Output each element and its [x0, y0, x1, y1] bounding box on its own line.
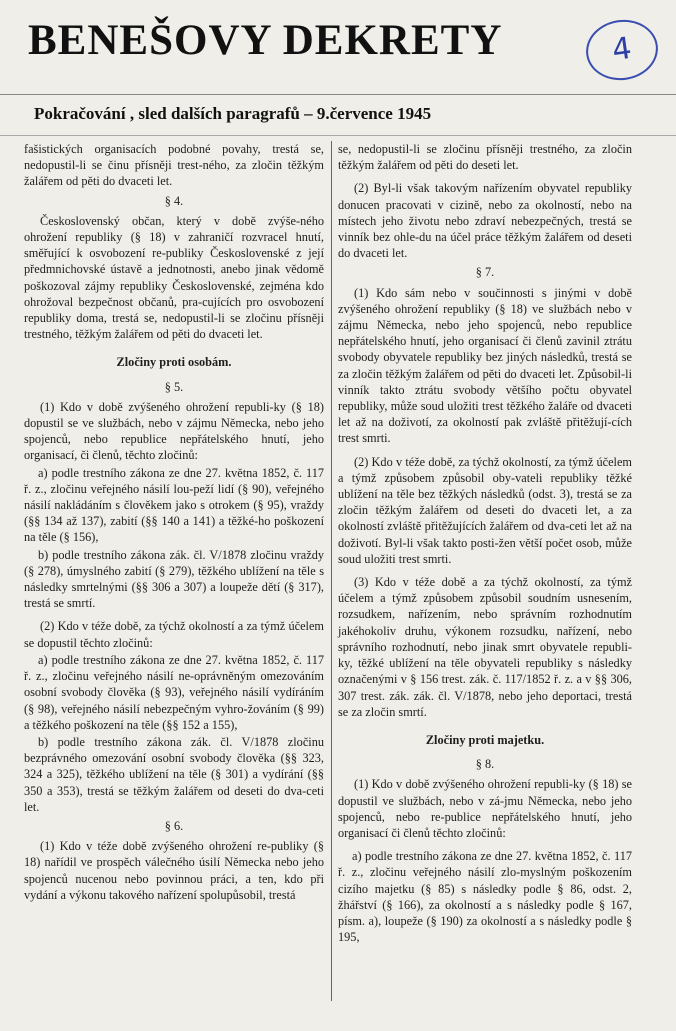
paragraph: (1) Kdo v téže době zvýšeného ohrožení re-publiky (§ 18) nařídil ve prospěch válečného úsilí Německa nebo jeho spojenců nucenou nebo povinnou práci, a ten, kdo při vydání a výkonu takového nařízení spolupůsobil, trestá	[24, 839, 324, 902]
paragraph: se, nedopustil-li se zločinu přísněji trestného, za zločin těžkým žalářem od pěti do deseti let.	[338, 142, 632, 173]
paragraph: a) podle trestního zákona ze dne 27. května 1852, č. 117 ř. z., zločinu veřejného násilí ne-oprávněným omezováním osobní svobody člověka (§ 93), veřejného násilí vydíráním (§ 98), veřejného násilí nebezpečným vyhro-žováním (§ 99) a těžkého poškození na těle (§§ 152 a 155),	[24, 652, 324, 732]
section-mark: § 6.	[164, 818, 184, 833]
paragraph: b) podle trestního zákona zák. čl. V/1878 zločinu vraždy (§ 278), úmyslného zabití (§ 279), těžkého ublížení na těle s následky smrtelnými (§§ 306 a 307) a loupeže dětí (§ 317), trestá se smrtí.	[24, 547, 324, 611]
paragraph: (2) Byl-li však takovým nařízením obyvatel republiky donucen pracovati v cizině, nebo za okolností, nebo na místech jeho životu nebo zdraví nebezpečných, trestá se vinník bez ohle-du na účel práce těžkým žalářem od deseti do dvaceti let.	[338, 181, 632, 261]
section-mark: § 8.	[475, 757, 495, 772]
paragraph: b) podle trestního zákona zák. čl. V/1878 zločinu bezprávného omezování osobní svobody člověka (§§ 323, 324 a 325), těžkého ublížení na těle (§ 301) a vydírání (§§ 350 a 353), trestá se těžkým žalářem od deseti do dva-ceti let.	[24, 734, 324, 814]
right-column	[338, 141, 632, 946]
section-heading: Zločiny proti osobám.	[116, 355, 232, 370]
paragraph: a) podle trestního zákona ze dne 27. května 1852, č. 117 ř. z., zločinu veřejného násilí zlo-myslným poškozením cizího majetku (§ 85) s následky podle § 86, odst. 2, žhářství (§ 166), za okolností a s následky podle § 167, písm. a), loupeže (§ 190) za okolností a s následky podle § 195,	[338, 849, 632, 945]
paragraph: Československý občan, který v době zvýše-ného ohrožení republiky (§ 18) v zahraničí rozvracel hnutí, směřující k osvobození re-publiky Československé z její předmnichovské ústavě a jednotnosti, anebo jinak vědomě poškozoval zájmy republiky Československé, zejména kdo ohrožoval bezpečnost občanů, pra-cujících pro osvobození republiky doma, trestá se, nedopustil-li se zločinu přísněji trestného, těžkým žalářem od pěti do dvaceti let.	[24, 213, 324, 342]
left-column	[24, 141, 324, 904]
paragraph: (1) Kdo v době zvýšeného ohrožení republi-ky (§ 18) dopustil se ve službách, nebo v zájmu Německa, nebo jeho spojenců, nebo republice nepřátelského hnutí, jeho organisací, či členů, těchto zločinů:	[24, 399, 324, 463]
paragraph: fašistických organisacích podobné povahy, trestá se, nedopustil-li se činu přísněji trest-ného, za zločin těžkým žalářem od pěti do dvaceti let.	[24, 142, 324, 189]
subtitle-rule	[0, 135, 676, 136]
section-heading: Zločiny proti majetku.	[425, 732, 545, 747]
title-rule	[0, 94, 676, 95]
paragraph: a) podle trestního zákona ze dne 27. května 1852, č. 117 ř. z., zločinu veřejného násilí lou-peží lidí (§ 90), veřejného násilí nakládáním s člověkem jako s otrokem (§ 95), vraždy (§§ 134 až 137), zabití (§§ 140 a 141) a těžké-ho poškození na těle (§ 156),	[24, 465, 324, 545]
section-mark: § 5.	[164, 379, 184, 394]
paragraph: (1) Kdo v době zvýšeného ohrožení republi-ky (§ 18) se dopustil ve službách, nebo v zá-jmu Německa, nebo jeho spojenců, nebo re-publice nepřátelského hnutí, jeho organisací či členů těchto zločinů:	[338, 777, 632, 840]
column-divider	[331, 141, 332, 1001]
document-subtitle: Pokračování , sled dalších paragrafů – 9.července 1945	[34, 104, 432, 123]
handwritten-page-number: 4	[582, 15, 662, 84]
paragraph: (3) Kdo v téže době a za týchž okolností, za týmž účelem a týmž způsobem způsobil soudním usnesením, rozsudkem, nařízením, nebo správním rozhodnutím jakéhokoliv druhu, výkonem rozsudku, nařízení, nebo správního rozhodnutí, nebo jinak smrt obyvatele republi-ky, těžké ublížení na těle obyvateli republiky s následky označenými v § 156 trest. zák. č. 117/1852 ř. z. a v §§ 306, 307 trest. zák. zák. čl. V/1878, nebo jeho deportaci, trestá se za zločin smrtí.	[338, 575, 632, 719]
paragraph: (2) Kdo v téže době, za týchž okolností, za týmž účelem a týmž způsobem způsobil oby-vateli republiky těžké ublížení na těle bez těžkých následků (odst. 3), trestá se za zločin těžkým žalářem od deseti do dvaceti let, a za okolností zvláště přitěžujících žalářem od dva-ceti let až na doživotí. Byl-li však takto posti-žen větší počet osob, může soud uložiti trest smrti.	[338, 454, 632, 566]
paragraph: (2) Kdo v téže době, za týchž okolností a za týmž účelem se dopustil těchto zločinů:	[24, 619, 324, 650]
paragraph: (1) Kdo sám nebo v součinnosti s jinými v době zvýšeného ohrožení republiky (§ 18) ve službách nebo v zájmu Německa, nebo jeho spojenců, nebo republice nepřátelského hnutí, jeho organisací či členů zavinil ztrátu svobody obyvatele republiky bez jiných následků, trestá se za zločin těžkým žalářem od pěti do dvaceti let. Způsobil-li vinník takto ztrátu svobody většího počtu obyvatel republiky, může soud uložiti trest těžkého žaláře od dvaceti let až na doživotí, za okolností pak zvláště přitěžují-cích trest smrti.	[338, 285, 632, 446]
section-mark: § 7.	[475, 265, 495, 280]
section-mark: § 4.	[164, 193, 184, 208]
document-title: BENEŠOVY DEKRETY	[28, 17, 503, 64]
